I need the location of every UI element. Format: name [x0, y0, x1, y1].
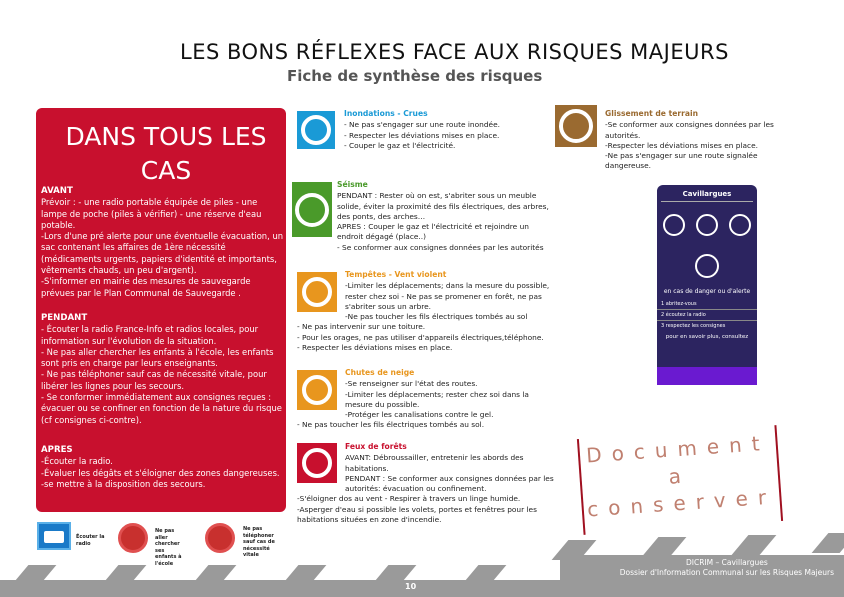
risk-title: Inondations - Crues: [344, 109, 428, 118]
risk-text: - Ne pas s'engager sur une route inondée. - Respecter les déviations mises en place. - Couper le gaz et l'électricité.: [344, 120, 500, 150]
flood-icon: [297, 111, 335, 149]
risk-text: -Limiter les déplacements; dans la mesure du possible, rester chez soi - Ne pas se promener en forêt, ne pas s'abriter sous un arbre. -Ne pas toucher les fils électriques tombés au sol: [345, 281, 550, 322]
card-risk-icon: [696, 214, 718, 236]
card-more: pour en savoir plus, consultez: [665, 334, 749, 340]
risk-title: Chutes de neige: [345, 368, 415, 377]
stamp-line: a: [667, 463, 692, 489]
card-title: Cavillargues: [661, 185, 753, 202]
page-number: 10: [405, 582, 417, 591]
risk-seisme: [337, 180, 552, 253]
card-risk-icon: [663, 214, 685, 236]
risk-title: Feux de forêts: [345, 442, 407, 451]
page-title: LES BONS RÉFLEXES FACE AUX RISQUES MAJEURS: [180, 40, 729, 64]
stripe: [642, 537, 687, 557]
card-danger: en cas de danger ou d'alerte: [663, 288, 751, 295]
risk-text: -Se renseigner sur l'état des routes. -Limiter les déplacements; rester chez soi dans la mesure du possible. -Protéger les canalisations contre le gel.: [345, 379, 529, 420]
risk-inondations: [344, 109, 554, 151]
card-risk-icon: [695, 254, 719, 278]
radio-icon: [37, 522, 71, 550]
card-step: 3 respectez les consignes: [661, 323, 726, 329]
risk-title: Tempêtes - Vent violent: [345, 270, 447, 279]
section-heading: APRES: [41, 445, 73, 455]
document-stamp: [577, 425, 783, 535]
general-instructions-panel: [36, 108, 286, 512]
risk-tempetes: [297, 270, 557, 353]
risk-text: -Se conformer aux consignes données par les autorités. -Respecter les déviations mises en place. -Ne pas s'engager sur une route signalée dangereuse.: [605, 120, 774, 171]
general-title: DANS TOUS LES CAS: [65, 122, 267, 185]
page-subtitle: Fiche de synthèse des risques: [287, 67, 543, 85]
section-heading: PENDANT: [41, 313, 88, 323]
no-school-pickup-icon: [118, 523, 148, 553]
risk-text: AVANT: Débroussailler, entretenir les abords des habitations. PENDANT : Se conformer aux consignes données par les autorités: évacuation ou confinement.: [345, 453, 554, 494]
section-avant: [41, 186, 285, 299]
section-heading: AVANT: [41, 186, 73, 196]
no-phone-icon: [205, 523, 235, 553]
stamp-line: conserver: [586, 484, 777, 522]
footer-line: Dossier d'Information Communal sur les Risques Majeurs: [619, 568, 834, 577]
risk-text: PENDANT : Rester où on est, s'abriter sous un meuble solide, éviter la proximité des fils électriques, des arbres, des ponts, des arches… APRES : Couper le gaz et l'électricité et rejoindre un endroit dégagé (place..) - Se conformer aux consignes données par les autorités: [337, 191, 549, 252]
card-step: 1 abritez-vous: [657, 299, 757, 310]
card-step: 2 écoutez la radio: [657, 310, 757, 321]
section-text: -Écouter la radio. -Évaluer les dégâts et s'éloigner des zones dangereuses. -se mettre à la disposition des secours.: [41, 456, 280, 489]
earthquake-icon: [292, 182, 332, 237]
footer-text: [620, 558, 834, 578]
risk-title: Glissement de terrain: [605, 109, 699, 118]
section-apres: [41, 445, 285, 490]
risk-feux: [297, 442, 557, 525]
section-text: - Écouter la radio France-Info et radios locales, pour information sur l'évolution de la situation. - Ne pas aller chercher les enfants à l'école, les enfants sont pris en charge par leurs enseignants. - Ne pas téléphoner sauf cas de nécessité vitale, pour libérer les lignes pour les secours. - Se conformer immédiatement aux consignes reçues : évacuer ou se confiner en fonction de la nature du risque (cf consignes ci-contre).: [41, 324, 282, 425]
risk-neige: [297, 368, 557, 431]
footer-band: [0, 580, 844, 597]
risk-text-extra: -S'éloigner dos au vent - Respirer à travers un linge humide. -Asperger d'eau si possible les volets, portes et fenêtres pour les habitations situées en zone d'incendie.: [297, 494, 537, 525]
stripe: [812, 533, 844, 553]
footer-line: DICRIM – Cavillargues: [686, 558, 768, 567]
section-text: Prévoir : - une radio portable équipée de piles - une lampe de poche (piles à vérifier) - une réserve d'eau potable. -Lors d'une pré alerte pour une éventuelle évacuation, un sac contenant les affaires de 1ère nécessité (médicaments urgents, papiers d'identité et importants, vêtements chauds, un peu d'argent). -S'informer en mairie des mesures de sauvegarde prévues par le Plan Communal de Sauvegarde .: [41, 197, 284, 298]
risk-glissement: [605, 109, 795, 172]
risk-text-extra: - Ne pas toucher les fils électriques tombés au sol.: [297, 420, 485, 430]
section-pendant: [41, 313, 285, 426]
picto-label: Ne pas téléphoner sauf cas de nécessité vitale: [243, 526, 275, 558]
stamp-line: Document: [585, 430, 771, 468]
card-risk-icon: [729, 214, 751, 236]
picto-label: Ne pas aller chercher ses enfants à l'école: [155, 528, 182, 567]
alert-card-image: [657, 185, 757, 385]
risk-text-extra: - Ne pas intervenir sur une toiture. - Pour les orages, ne pas utiliser d'appareils électriques,téléphone. - Respecter les déviations mises en place.: [297, 322, 544, 353]
stripe: [732, 535, 777, 555]
risk-title: Séisme: [337, 180, 368, 189]
landslide-icon: [555, 105, 597, 147]
picto-label: Écouter la radio: [76, 534, 105, 547]
